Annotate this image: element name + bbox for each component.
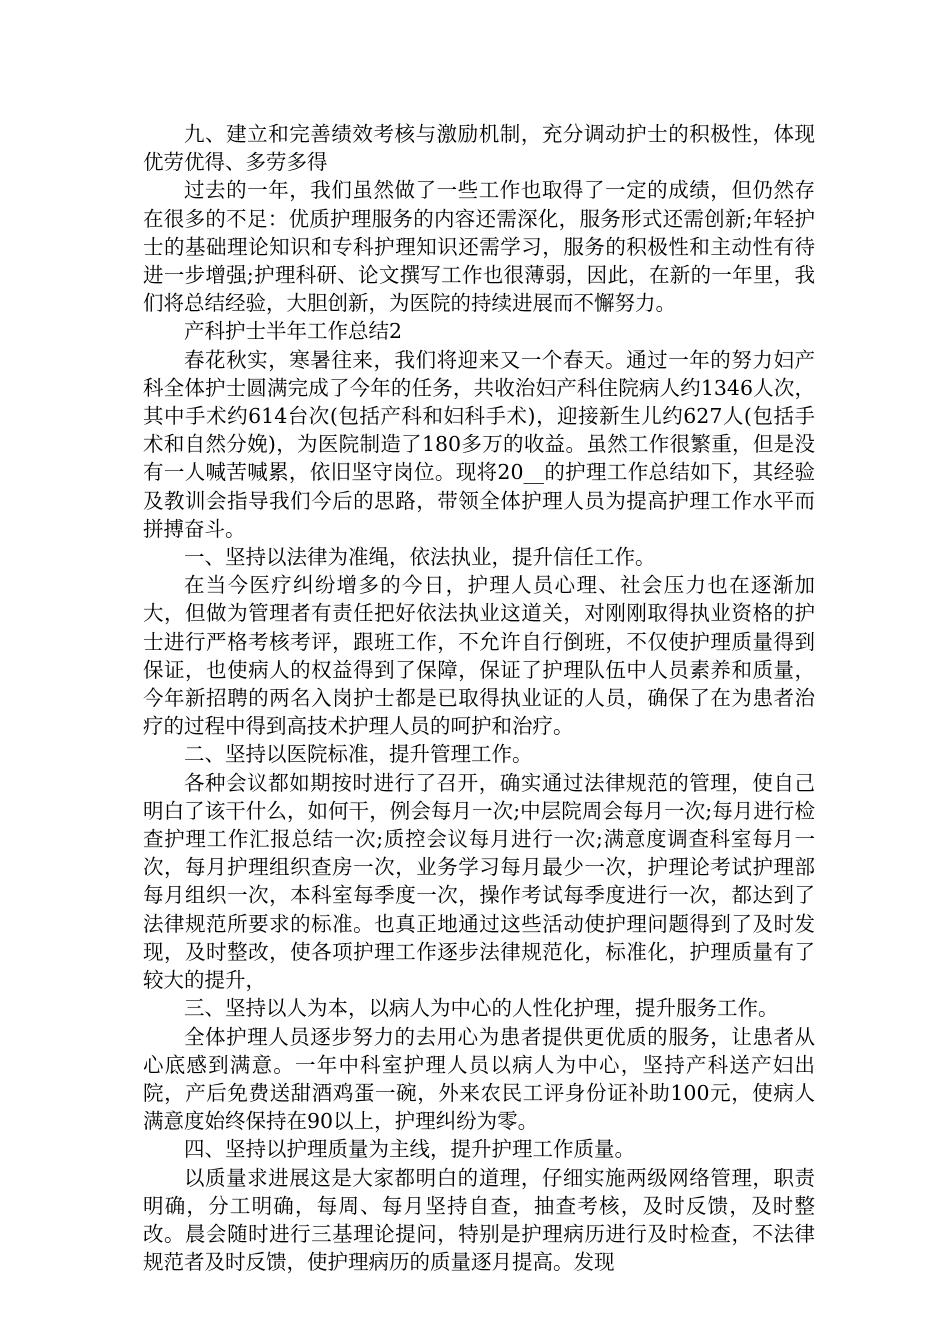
heading-section-3: 三、坚持以人为本，以病人为中心的人性化护理，提升服务工作。 [184, 996, 779, 1021]
paragraph-summary: 过去的一年，我们虽然做了一些工作也取得了一定的成绩，但仍然存在很多的不足：优质护理服务的内容还需深化，服务形式还需创新;年轻护士的基础理论知识和专科护理知识还需学习，服务的积极性和主动性有待进一步增强;护理科研、论文撰写工作也很薄弱，因此，在新的一年里，我们将总结经验，大胆创新，为医院的持续进展而不懈努力。 [143, 178, 815, 316]
paragraph-section-2: 各种会议都如期按时进行了召开，确实通过法律规范的管理，使自己明白了该干什么，如何干，例会每月一次;中层院周会每月一次;每月进行检查护理工作汇报总结一次;质控会议每月进行一次;满意度调查科室每月一次，每月护理组织查房一次，业务学习每月最少一次，护理论考试护理部每月组织一次，本科室每季度一次，操作考试每季度进行一次，都达到了法律规范所要求的标准。也真正地通过这些活动使护理问题得到了及时发现，及时整改，使各项护理工作逐步法律规范化，标准化，护理质量有了较大的提升， [143, 770, 815, 993]
heading-section-2: 二、坚持以医院标准，提升管理工作。 [184, 742, 533, 767]
heading-section-4: 四、坚持以护理质量为主线，提升护理工作质量。 [184, 1137, 635, 1162]
paragraph-section-1: 在当今医疗纠纷增多的今日，护理人员心理、社会压力也在逐渐加大，但做为管理者有责任把好依法执业这道关，对刚刚取得执业资格的护士进行严格考核考评，跟班工作，不允许自行倒班，不仅使护理质量得到保证，也使病人的权益得到了保障，保证了护理队伍中人员素养和质量，今年新招聘的两名入岗护士都是已取得执业证的人员，确保了在为患者治疗的过程中得到高技术护理人员的呵护和治疗。 [143, 573, 815, 739]
heading-section-1: 一、坚持以法律为准绳，依法执业，提升信任工作。 [184, 545, 656, 570]
paragraph-section-3: 全体护理人员逐步努力的去用心为患者提供更优质的服务，让患者从心底感到满意。一年中科室护理人员以病人为中心，坚持产科送产妇出院，产后免费送甜酒鸡蛋一碗，外来农民工评身份证补助100元，使病人满意度始终保持在90以上，护理纠纷为零。 [143, 1024, 815, 1134]
document-subtitle: 产科护士半年工作总结2 [184, 319, 403, 344]
paragraph-section-4: 以质量求进展这是大家都明白的道理，仔细实施两级网络管理，职责明确，分工明确，每周、每月坚持自查，抽查考核，及时反馈，及时整改。晨会随时进行三基理论提问，特别是护理病历进行及时检查，不法律规范者及时反馈，使护理病历的质量逐月提高。发现 [143, 1165, 815, 1275]
paragraph-section-9: 九、建立和完善绩效考核与激励机制，充分调动护士的积极性，体现优劳优得、多劳多得 [143, 122, 815, 175]
paragraph-intro: 春花秋实，寒暑往来，我们将迎来又一个春天。通过一年的努力妇产科全体护士圆满完成了今年的任务，共收治妇产科住院病人约1346人次，其中手术约614台次(包括产科和妇科手术)，迎接新生儿约627人(包括手术和自然分娩)，为医院制造了180多万的收益。虽然工作很繁重，但是没有一人喊苦喊累，依旧坚守岗位。现将20__的护理工作总结如下，其经验及教训会指导我们今后的思路，带领全体护理人员为提高护理工作水平而拼搏奋斗。 [143, 347, 815, 541]
document-body [143, 120, 815, 1276]
